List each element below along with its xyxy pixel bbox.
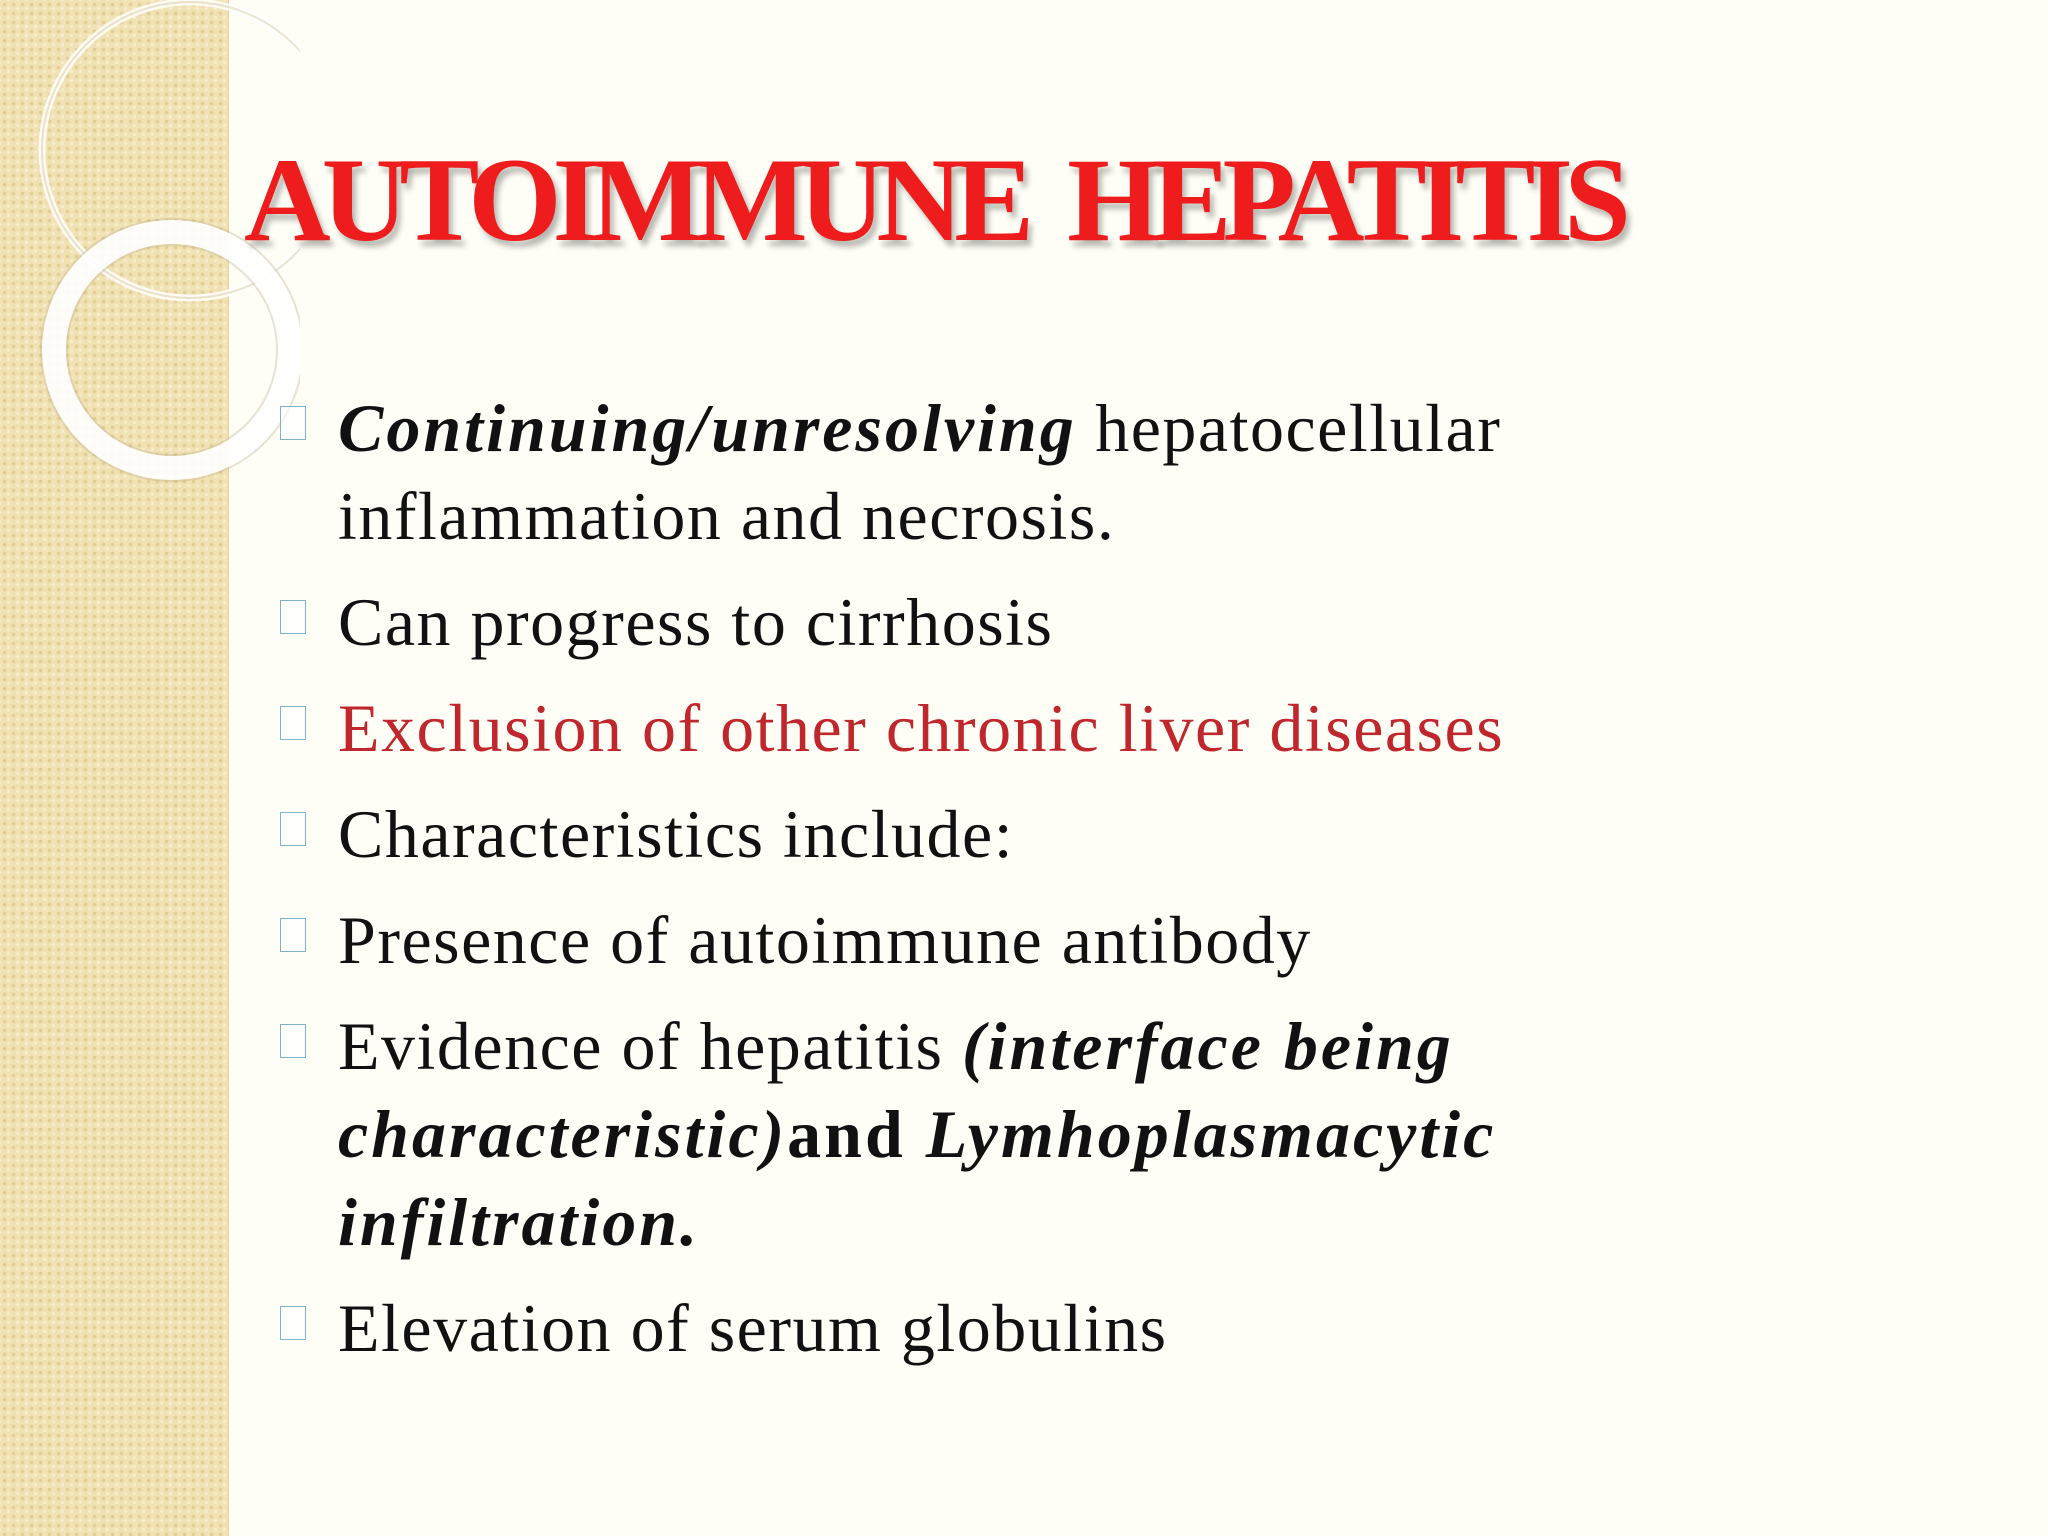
bullet-text: Can progress to cirrhosis: [338, 584, 1054, 660]
square-bullet-icon: [280, 1024, 306, 1058]
bullet-item-exclusion: [278, 684, 1698, 772]
bullet-emphasis: Continuing/unresolving: [338, 390, 1077, 466]
square-bullet-icon: [280, 918, 306, 952]
bullet-item-antibody: [278, 896, 1698, 984]
square-bullet-icon: [280, 1306, 306, 1340]
bullet-item-continuing: [278, 384, 1698, 560]
bullet-item-globulins: [278, 1284, 1698, 1372]
square-bullet-icon: [280, 600, 306, 634]
bullet-item-characteristics: [278, 790, 1698, 878]
bullet-list: [278, 384, 1698, 1390]
bullet-item-evidence: [278, 1002, 1698, 1266]
bullet-text: Exclusion of other chronic liver diseases: [338, 690, 1505, 766]
slide-title: AUTOIMMUNE HEPATITIS: [244, 133, 1622, 266]
bullet-text: Elevation of serum globulins: [338, 1290, 1168, 1366]
bullet-text: hepatocellular inflammation and necrosis.: [338, 390, 1502, 554]
bullet-emphasis: Lymhoplasmacytic infiltration.: [338, 1096, 1497, 1260]
bullet-text: Presence of autoimmune antibody: [338, 902, 1312, 978]
bullet-item-cirrhosis: [278, 578, 1698, 666]
square-bullet-icon: [280, 812, 306, 846]
square-bullet-icon: [280, 706, 306, 740]
bullet-text: Evidence of hepatitis: [338, 1008, 963, 1084]
square-bullet-icon: [280, 406, 306, 440]
bullet-emphasis: (interface being characteristic): [338, 1008, 1454, 1172]
bullet-text: Characteristics include:: [338, 796, 1015, 872]
bullet-bold-text: and: [787, 1096, 926, 1172]
